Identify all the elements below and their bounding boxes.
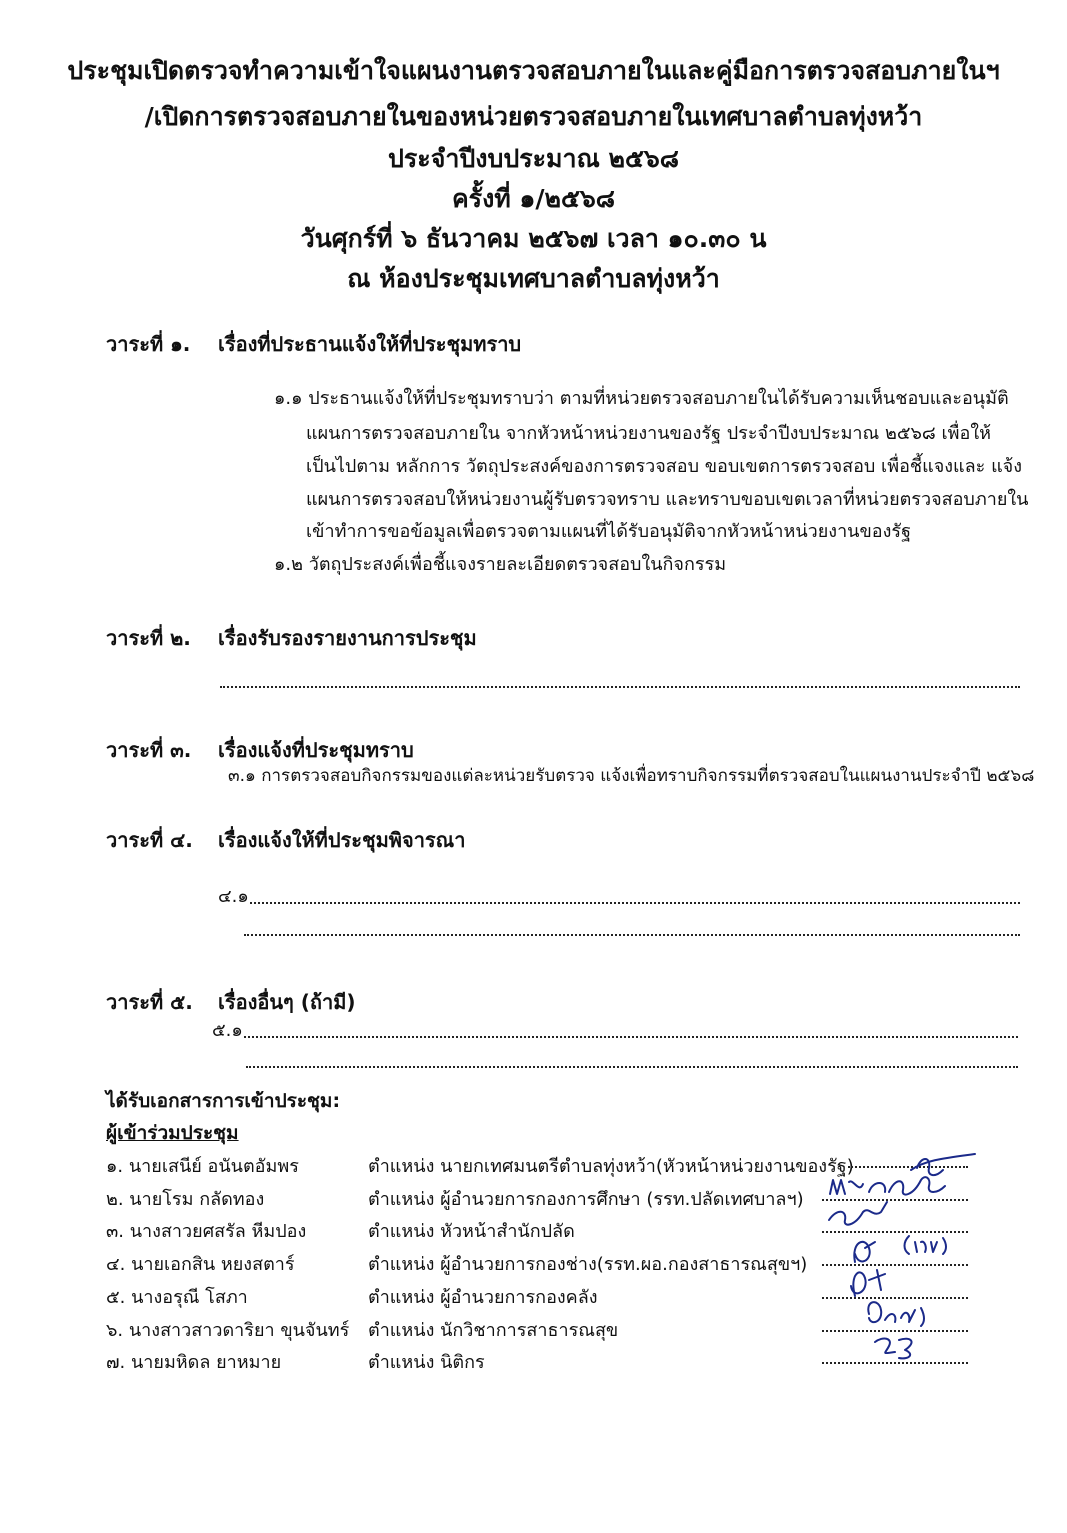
agenda-1-item-2: ๑.๒ วัตถุประสงค์เพื่อชี้แจงรายละเอียดตรวจสอบในกิจกรรม [274, 554, 727, 575]
agenda-3-item-1: ๓.๑ การตรวจสอบกิจกรรมของแต่ละหน่วยรับตรวจ แจ้งเพื่อทราบกิจกรรมที่ตรวจสอบในแผนงานประจำปี ๒๕๖๘ [228, 766, 1035, 786]
agenda-3-label: วาระที่ ๓. [106, 738, 192, 762]
header-session-number: ครั้งที่ ๑/๒๕๖๘ [451, 184, 616, 213]
agenda-2-label: วาระที่ ๒. [106, 626, 191, 650]
agenda-1-label: วาระที่ ๑. [106, 332, 191, 356]
attendee-name: ๕. นางอรุณี โสภา [106, 1287, 248, 1308]
attendee-position: ตำแหน่ง หัวหน้าสำนักปลัด [368, 1221, 575, 1242]
attendee-position: ตำแหน่ง นักวิชาการสาธารณสุข [368, 1320, 619, 1341]
agenda-1-item-1-line-4: แผนการตรวจสอบให้หน่วยงานผู้รับตรวจทราบ และทราบขอบเขตเวลาที่หน่วยตรวจสอบภายใน [306, 489, 1029, 510]
documents-received-label: ได้รับเอกสารการเข้าประชุม: [106, 1090, 341, 1112]
agenda-5-dotted-line-2 [246, 1064, 1018, 1068]
agenda-1-item-1-line-1: ๑.๑ ประธานแจ้งให้ที่ประชุมทราบว่า ตามที่หน่วยตรวจสอบภายในได้รับความเห็นชอบและอนุมัติ [274, 388, 1009, 409]
header-title-line-1: ประชุมเปิดตรวจทำความเข้าใจแผนงานตรวจสอบภายในและคู่มือการตรวจสอบภายในฯ [67, 56, 1000, 85]
attendee-name: ๑. นายเสนีย์ อนันตอัมพร [106, 1156, 299, 1177]
agenda-1-item-1-line-2: แผนการตรวจสอบภายใน จากหัวหน้าหน่วยงานของรัฐ ประจำปีงบประมาณ ๒๕๖๘ เพื่อให้ [306, 423, 991, 444]
agenda-1-item-1-line-3: เป็นไปตาม หลักการ วัตถุประสงค์ของการตรวจสอบ ขอบเขตการตรวจสอบ เพื่อชี้แจงและ แจ้ง [306, 456, 1023, 477]
agenda-4-dotted-line-1 [250, 900, 1020, 904]
handwritten-signatures [825, 1150, 995, 1370]
agenda-4-item-prefix: ๔.๑ [218, 886, 249, 907]
agenda-2-dotted-line [220, 684, 1020, 688]
attendee-name: ๖. นางสาวสาวดาริยา ขุนจันทร์ [106, 1320, 350, 1341]
attendees-heading: ผู้เข้าร่วมประชุม [106, 1122, 239, 1144]
agenda-2-title: เรื่องรับรองรายงานการประชุม [218, 626, 477, 650]
attendee-position: ตำแหน่ง ผู้อำนวยการกองการศึกษา (รรท.ปลัดเทศบาลฯ) [368, 1189, 804, 1210]
agenda-5-label: วาระที่ ๕. [106, 990, 193, 1014]
agenda-5-title: เรื่องอื่นๆ (ถ้ามี) [218, 990, 356, 1014]
agenda-3-title: เรื่องแจ้งที่ประชุมทราบ [218, 738, 414, 762]
header-title-line-2: /เปิดการตรวจสอบภายในของหน่วยตรวจสอบภายในเทศบาลตำบลทุ่งหว้า [144, 102, 923, 131]
agenda-4-dotted-line-2 [244, 932, 1020, 936]
attendee-position: ตำแหน่ง ผู้อำนวยการกองคลัง [368, 1287, 598, 1308]
attendee-position: ตำแหน่ง นิติกร [368, 1352, 485, 1373]
header-date-time: วันศุกร์ที่ ๖ ธันวาคม ๒๕๖๗ เวลา ๑๐.๓๐ น [300, 224, 767, 253]
agenda-4-title: เรื่องแจ้งให้ที่ประชุมพิจารณา [218, 828, 466, 852]
header-venue: ณ ห้องประชุมเทศบาลตำบลทุ่งหว้า [347, 264, 720, 293]
attendee-name: ๗. นายมหิดล ยาหมาย [106, 1352, 282, 1373]
agenda-1-title: เรื่องที่ประธานแจ้งให้ที่ประชุมทราบ [218, 332, 522, 356]
agenda-1-item-1-line-5: เข้าทำการขอข้อมูลเพื่อตรวจตามแผนที่ได้รับอนุมัติจากหัวหน้าหน่วยงานของรัฐ [306, 521, 911, 542]
signature-scribbles-icon [825, 1150, 995, 1370]
attendee-name: ๒. นายโรม กลัดทอง [106, 1189, 265, 1210]
attendee-position: ตำแหน่ง นายกเทศมนตรีตำบลทุ่งหว้า(หัวหน้าหน่วยงานของรัฐ) [368, 1156, 854, 1177]
agenda-4-label: วาระที่ ๔. [106, 828, 193, 852]
attendee-name: ๔. นายเอกสิน หยงสตาร์ [106, 1254, 295, 1275]
agenda-5-item-prefix: ๕.๑ [212, 1020, 243, 1041]
attendee-name: ๓. นางสาวยศสรัล หีมปอง [106, 1221, 307, 1242]
attendee-position: ตำแหน่ง ผู้อำนวยการกองช่าง(รรท.ผอ.กองสาธารณสุขฯ) [368, 1254, 808, 1275]
header-fiscal-year: ประจำปีงบประมาณ ๒๕๖๘ [387, 144, 680, 173]
agenda-5-dotted-line-1 [244, 1034, 1018, 1038]
